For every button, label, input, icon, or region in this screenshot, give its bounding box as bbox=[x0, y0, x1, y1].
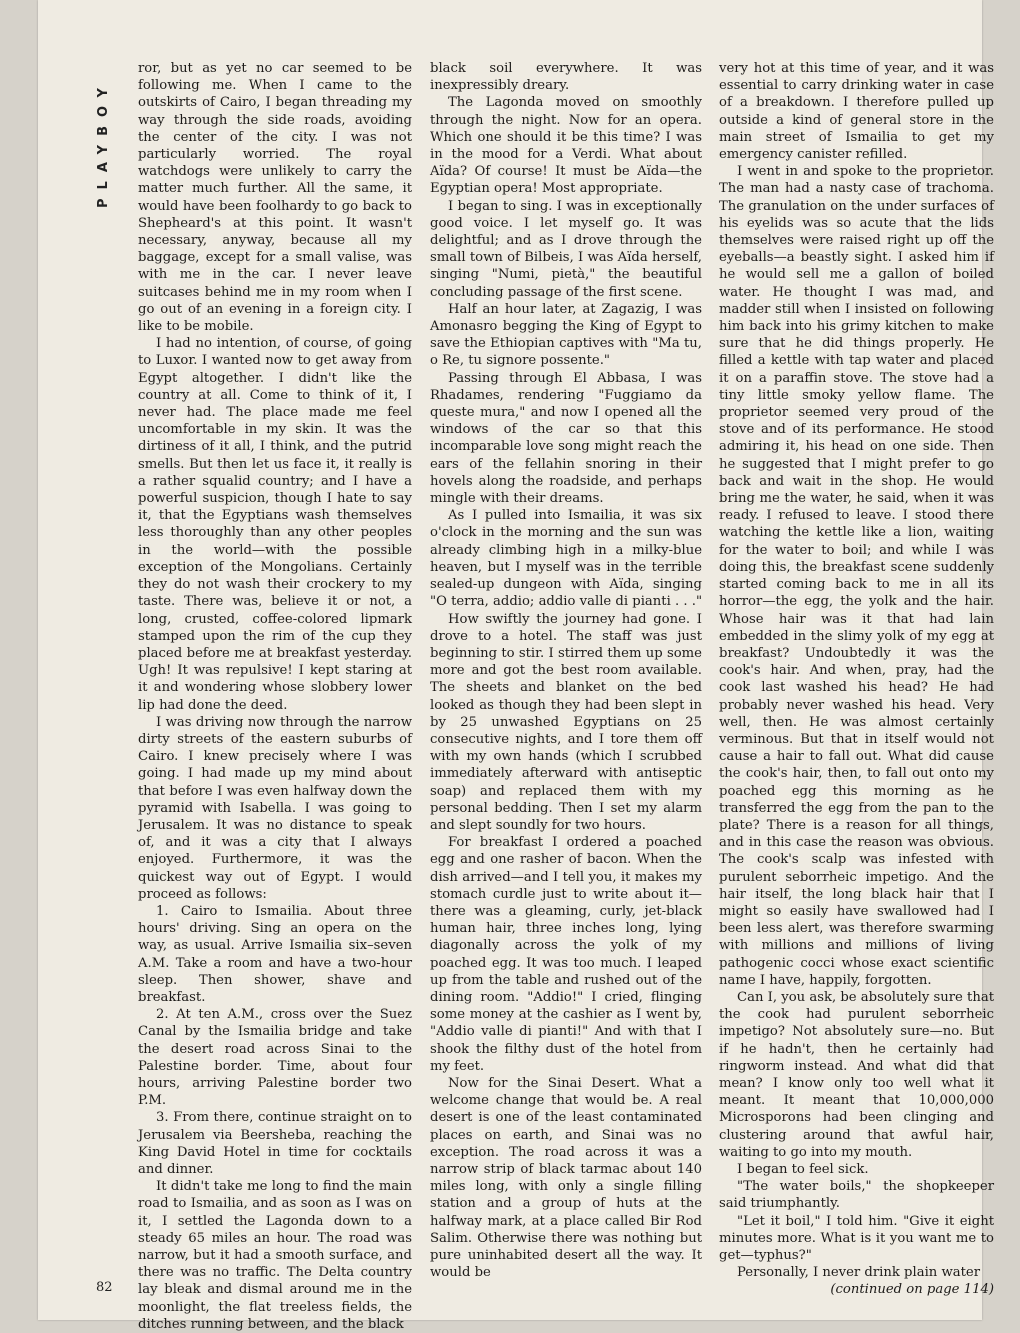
paragraph: I was driving now through the narrow dirty streets of the eastern suburbs of Cairo. I knew precisely where I was going. I had made up my mind about that before I was even halfway down the pyramid with Isabella. I was going to Jerusalem. It was no distance to speak of, and it was a city that I always enjoyed. Furthermore, it was the quickest way out of Egypt. I would proceed as follows: bbox=[138, 714, 412, 902]
paragraph: Personally, I never drink plain water bbox=[737, 1265, 981, 1281]
text-column-1 bbox=[138, 60, 412, 1333]
masthead bbox=[88, 56, 118, 231]
paragraph: "Let it boil," I told him. "Give it eight minutes more. What is it you want me to get—typhus?" bbox=[719, 1213, 994, 1264]
paragraph: Passing through El Abbasa, I was Rhadames, rendering "Fuggiamo da queste mura," and now I opened all the windows of the car so that this incomparable love song might reach the ears of the fellahin snoring in their hovels along the roadside, and perhaps mingle with their dreams. bbox=[430, 370, 702, 507]
paragraph: How swiftly the journey had gone. I drove to a hotel. The staff was just beginning to stir. I stirred them up some more and got the best room available. The sheets and blanket on the bed looked as though they had been slept in by 25 unwashed Egyptians on 25 consecutive nights, and I tore them off with my own hands (which I scrubbed immediately afterward with antiseptic soap) and replaced them with my personal bedding. Then I set my alarm and slept soundly for two hours. bbox=[430, 611, 702, 833]
continuation-note: (continued on page 114) bbox=[830, 1282, 994, 1298]
paragraph: It didn't take me long to find the main road to Ismailia, and as soon as I was on it, I settled the Lagonda down to a steady 65 miles an hour. The road was narrow, but it had a smooth surface, and there was no traffic. The Delta country lay bleak and dismal around me in the moonlight, the flat treeless fields, the ditches running between, and the black bbox=[138, 1179, 412, 1332]
masthead-title: PLAYBOY bbox=[95, 79, 111, 208]
paragraph: I went in and spoke to the proprietor. The man had a nasty case of trachoma. The granulation on the under surfaces of his eyelids was so acute that the lids themselves were raised right up off the eyeballs—a beastly sight. I asked him if he would sell me a gallon of boiled water. He thought I was mad, and madder still when I insisted on following him back into his grimy kitchen to make sure that he did things properly. He filled a kettle with tap water and placed it on a paraffin stove. The stove had a tiny little smoky yellow flame. The proprietor seemed very proud of the stove and of its performance. He stood admiring it, his head on one side. Then he suggested that I might prefer to go back and wait in the shop. He would bring me the water, he said, when it was ready. I refused to leave. I stood there watching the kettle like a lion, waiting for the water to boil; and while I was doing this, the breakfast scene suddenly started coming back to me in all its horror—the egg, the yolk and the hair. Whose hair was it that had lain embedded in the slimy yolk of my egg at breakfast? Undoubtedly it was the cook's hair. And when, pray, had the cook last washed his head? He had probably never washed his head. Very well, then. He was almost certainly verminous. But that in itself would not cause a hair to fall out. What did cause the cook's hair, then, to fall out onto my poached egg this morning as he transferred the egg from the pan to the plate? There is a reason for all things, and in this case the reason was obvious. The cook's scalp was infested with purulent seborrheic impetigo. And the hair itself, the long black hair that I might so easily have swallowed had I been less alert, was therefore swarming with millions and millions of living pathogenic cocci whose exact scientific name I have, happily, forgotten. bbox=[719, 164, 994, 988]
paragraph: "The water boils," the shopkeeper said triumphantly. bbox=[719, 1179, 994, 1212]
paragraph: ror, but as yet no car seemed to be following me. When I came to the outskirts of Cairo, I began threading my way through the side roads, avoiding the center of the city. I was not particularly worried. The royal watchdogs were unlikely to carry the matter much further. All the same, it would have been foolhardy to go back to Shepheard's at this point. It wasn't necessary, anyway, because all my baggage, except for a small valise, was with me in the car. I never leave suitcases behind me in my room when I go out of an evening in a foreign city. I like to be mobile. bbox=[138, 61, 412, 335]
paragraph: Half an hour later, at Zagazig, I was Amonasro begging the King of Egypt to save the Ethiopian captives with "Ma tu, o Re, tu signore possente." bbox=[430, 301, 702, 369]
paragraph: black soil everywhere. It was inexpressibly dreary. bbox=[430, 61, 702, 94]
paragraph: For breakfast I ordered a poached egg and one rasher of bacon. When the dish arrived—and I tell you, it makes my stomach curdle just to write about it—there was a gleaming, curly, jet-black human hair, three inches long, lying diagonally across the yolk of my poached egg. It was too much. I leaped up from the table and rushed out of the dining room. "Addio!" I cried, flinging some money at the cashier as I went by, "Addio valle di pianti!" And with that I shook the filthy dust of the hotel from my feet. bbox=[430, 835, 702, 1074]
paragraph: The Lagonda moved on smoothly through the night. Now for an opera. Which one should it be this time? I was in the mood for a Verdi. What about Aïda? Of course! It must be Aïda—the Egyptian opera! Most appropriate. bbox=[430, 95, 702, 197]
paragraph: I had no intention, of course, of going to Luxor. I wanted now to get away from Egypt altogether. I didn't like the country at all. Come to think of it, I never had. The place made me feel uncomfortable in my skin. It was the dirtiness of it all, I think, and the putrid smells. But then let us face it, it really is a rather squalid country; and I have a powerful suspicion, though I hate to say it, that the Egyptians wash themselves less thoroughly than any other peoples in the world—with the possible exception of the Mongolians. Certainly they do not wash their crockery to my taste. There was, believe it or not, a long, crusted, coffee-colored lipmark stamped upon the rim of the cup they placed before me at breakfast yesterday. Ugh! It was repulsive! I kept staring at it and wondering whose slobbery lower lip had done the deed. bbox=[138, 336, 412, 713]
text-column-3 bbox=[719, 60, 994, 1299]
paragraph: Can I, you ask, be absolutely sure that the cook had purulent seborrheic impetigo? Not absolutely sure—no. But if he hadn't, then he certainly had ringworm instead. And what did that mean? I know only too well what it meant. It meant that 10,000,000 Microsporons had been clinging and clustering around that awful hair, waiting to go into my mouth. bbox=[719, 989, 994, 1160]
paragraph: 1. Cairo to Ismailia. About three hours' driving. Sing an opera on the way, as usual. Arrive Ismailia six–seven A.M. Take a room and have a two-hour sleep. Then shower, shave and breakfast. bbox=[138, 903, 412, 1005]
paragraph: I began to sing. I was in exceptionally good voice. I let myself go. It was delightful; and as I drove through the small town of Bilbeis, I was Aïda herself, singing "Numi, pietà," the beautiful concluding passage of the first scene. bbox=[430, 198, 702, 300]
text-column-2 bbox=[430, 60, 702, 1281]
page-number: 82 bbox=[96, 1280, 113, 1295]
magazine-page bbox=[38, 0, 994, 1332]
paragraph: I began to feel sick. bbox=[737, 1162, 869, 1177]
paragraph: Now for the Sinai Desert. What a welcome change that would be. A real desert is one of the least contaminated places on earth, and Sinai was no exception. The road across it was a narrow strip of black tarmac about 140 miles long, with only a single filling station and a group of huts at the halfway mark, at a place called Bir Rod Salim. Otherwise there was nothing but pure uninhabited desert all the way. It would be bbox=[430, 1075, 702, 1281]
paragraph: As I pulled into Ismailia, it was six o'clock in the morning and the sun was already climbing high in a milky-blue heaven, but I myself was in the terrible sealed-up dungeon with Aïda, singing "O terra, addio; addio valle di pianti . . ." bbox=[430, 508, 703, 610]
paragraph: very hot at this time of year, and it was essential to carry drinking water in case of a breakdown. I therefore pulled up outside a kind of general store in the main street of Ismailia to get my emergency canister refilled. bbox=[719, 61, 994, 163]
paragraph: 2. At ten A.M., cross over the Suez Canal by the Ismailia bridge and take the desert road across Sinai to the Palestine border. Time, about four hours, arriving Palestine border two P.M. bbox=[138, 1007, 412, 1109]
paragraph: 3. From there, continue straight on to Jerusalem via Beersheba, reaching the King David Hotel in time for cocktails and dinner. bbox=[138, 1110, 412, 1177]
